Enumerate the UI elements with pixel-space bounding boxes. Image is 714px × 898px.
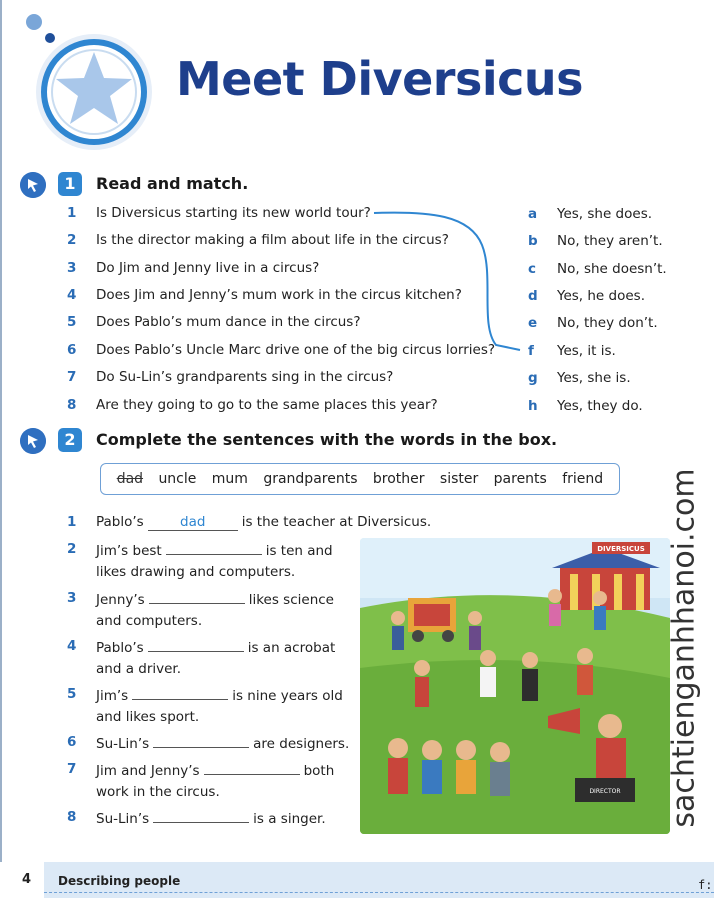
section-name: Describing people bbox=[58, 874, 181, 888]
question-number: 5 bbox=[67, 314, 77, 330]
cursor-activity-icon bbox=[20, 172, 46, 198]
word-item: brother bbox=[372, 471, 425, 487]
question-text: Does Pablo’s Uncle Marc drive one of the big circus lorries? bbox=[96, 342, 496, 358]
sentence-continuation: work in the circus. bbox=[96, 784, 220, 800]
answer-text: Yes, she is. bbox=[557, 370, 631, 386]
answer-letter: h bbox=[528, 398, 538, 414]
answer-letter: e bbox=[528, 315, 538, 331]
answer-text: Yes, they do. bbox=[557, 398, 643, 414]
sentence-number: 5 bbox=[67, 686, 77, 702]
answer-item bbox=[524, 288, 645, 308]
word-box bbox=[100, 463, 620, 495]
question-number: 3 bbox=[67, 260, 77, 276]
answer-text: No, they aren’t. bbox=[557, 233, 663, 249]
corner-text: f: bbox=[698, 878, 713, 892]
watermark-text: sachtienganhhanoi.com bbox=[666, 468, 702, 828]
answer-item bbox=[524, 370, 631, 390]
question-text: Does Jim and Jenny’s mum work in the circus kitchen? bbox=[96, 287, 462, 303]
word-item: mum bbox=[211, 471, 248, 487]
answer-item bbox=[524, 206, 652, 226]
sentence-number: 4 bbox=[67, 638, 77, 654]
sentence-continuation: likes drawing and computers. bbox=[96, 564, 296, 580]
question-item bbox=[60, 314, 361, 334]
answer-item bbox=[524, 261, 667, 281]
sentence-start: Su-Lin’s bbox=[96, 736, 150, 752]
question-number: 8 bbox=[67, 397, 77, 413]
answer-text: Yes, she does. bbox=[557, 206, 653, 222]
page-number: 4 bbox=[22, 872, 32, 887]
footer bbox=[0, 862, 714, 898]
word-item-used: dad bbox=[116, 471, 144, 487]
question-text: Is Diversicus starting its new world tour? bbox=[96, 205, 371, 221]
sentence-continuation: and likes sport. bbox=[96, 709, 200, 725]
answer-blank[interactable]: dad bbox=[148, 515, 238, 531]
page-edge bbox=[0, 0, 2, 898]
answer-letter: c bbox=[528, 261, 537, 277]
word-item: uncle bbox=[158, 471, 197, 487]
activity-number: 2 bbox=[58, 428, 82, 452]
question-number: 1 bbox=[67, 205, 77, 221]
question-text: Do Su-Lin’s grandparents sing in the circus? bbox=[96, 369, 394, 385]
sentence-continuation: and computers. bbox=[96, 613, 203, 629]
answer-blank[interactable] bbox=[153, 732, 249, 748]
sentence-end: likes science bbox=[248, 592, 334, 608]
sentence-number: 7 bbox=[67, 761, 77, 777]
sentence-end: is a singer. bbox=[253, 811, 326, 827]
cursor-activity-icon bbox=[20, 428, 46, 454]
question-number: 7 bbox=[67, 369, 77, 385]
star-badge-icon bbox=[34, 32, 154, 152]
answer-blank[interactable] bbox=[153, 807, 249, 823]
sentence-start: Jenny’s bbox=[96, 592, 145, 608]
sentence-end: is ten and bbox=[265, 543, 333, 559]
activity-number: 1 bbox=[58, 172, 82, 196]
question-item bbox=[60, 260, 319, 280]
question-item bbox=[60, 397, 438, 417]
sentence-number: 1 bbox=[67, 514, 77, 530]
answer-letter: g bbox=[528, 370, 538, 386]
answer-blank[interactable] bbox=[132, 684, 228, 700]
sentence-number: 2 bbox=[67, 541, 77, 557]
page-title: Meet Diversicus bbox=[176, 52, 584, 106]
answer-letter: f bbox=[528, 343, 534, 359]
sentence-start: Jim’s bbox=[96, 688, 129, 704]
question-item bbox=[60, 205, 371, 225]
sentence-start: Pablo’s bbox=[96, 640, 144, 656]
word-item: grandparents bbox=[263, 471, 358, 487]
sentence-start: Jim’s best bbox=[96, 543, 162, 559]
question-text: Are they going to go to the same places this year? bbox=[96, 397, 438, 413]
sentence-number: 6 bbox=[67, 734, 77, 750]
question-number: 4 bbox=[67, 287, 77, 303]
word-item: sister bbox=[439, 471, 479, 487]
sentence-end: is nine years old bbox=[232, 688, 343, 704]
decor-dot bbox=[26, 14, 42, 30]
question-text: Does Pablo’s mum dance in the circus? bbox=[96, 314, 361, 330]
word-item: parents bbox=[493, 471, 547, 487]
answer-item bbox=[524, 315, 658, 335]
match-line bbox=[370, 205, 530, 360]
sentence-start: Jim and Jenny’s bbox=[96, 763, 200, 779]
answer-item bbox=[524, 233, 663, 253]
sentence-start: Pablo’s bbox=[96, 514, 144, 530]
activity-title: Read and match. bbox=[96, 174, 249, 193]
question-item bbox=[60, 369, 393, 389]
sentence-number: 8 bbox=[67, 809, 77, 825]
answer-blank[interactable] bbox=[204, 759, 300, 775]
answer-blank[interactable] bbox=[166, 539, 262, 555]
answer-letter: d bbox=[528, 288, 538, 304]
activity-title: Complete the sentences with the words in the box. bbox=[96, 430, 558, 449]
answer-letter: a bbox=[528, 206, 538, 222]
footer-divider bbox=[44, 892, 714, 893]
sentence-start: Su-Lin’s bbox=[96, 811, 150, 827]
sentence-number: 3 bbox=[67, 590, 77, 606]
chair-sign: DIRECTOR bbox=[589, 788, 621, 795]
question-text: Do Jim and Jenny live in a circus? bbox=[96, 260, 320, 276]
tent-sign: DIVERSICUS bbox=[597, 545, 645, 553]
watermark bbox=[664, 428, 704, 868]
sentence-end: are designers. bbox=[253, 736, 350, 752]
question-number: 6 bbox=[67, 342, 77, 358]
sentence-continuation: and a driver. bbox=[96, 661, 182, 677]
answer-letter: b bbox=[528, 233, 538, 249]
sentence-end: is an acrobat bbox=[247, 640, 336, 656]
word-item: friend bbox=[562, 471, 604, 487]
answer-blank[interactable] bbox=[149, 588, 245, 604]
answer-text: Yes, he does. bbox=[557, 288, 645, 304]
circus-illustration bbox=[360, 538, 670, 834]
answer-text: No, she doesn’t. bbox=[557, 261, 667, 277]
answer-item bbox=[524, 398, 643, 418]
answer-blank[interactable] bbox=[148, 636, 244, 652]
question-text: Is the director making a film about life in the circus? bbox=[96, 232, 449, 248]
answer-text: Yes, it is. bbox=[557, 343, 616, 359]
answer-text: No, they don’t. bbox=[557, 315, 658, 331]
sentence-end: both bbox=[303, 763, 335, 779]
question-number: 2 bbox=[67, 232, 77, 248]
sentence-end: is the teacher at Diversicus. bbox=[241, 514, 432, 530]
answer-item bbox=[524, 343, 616, 363]
